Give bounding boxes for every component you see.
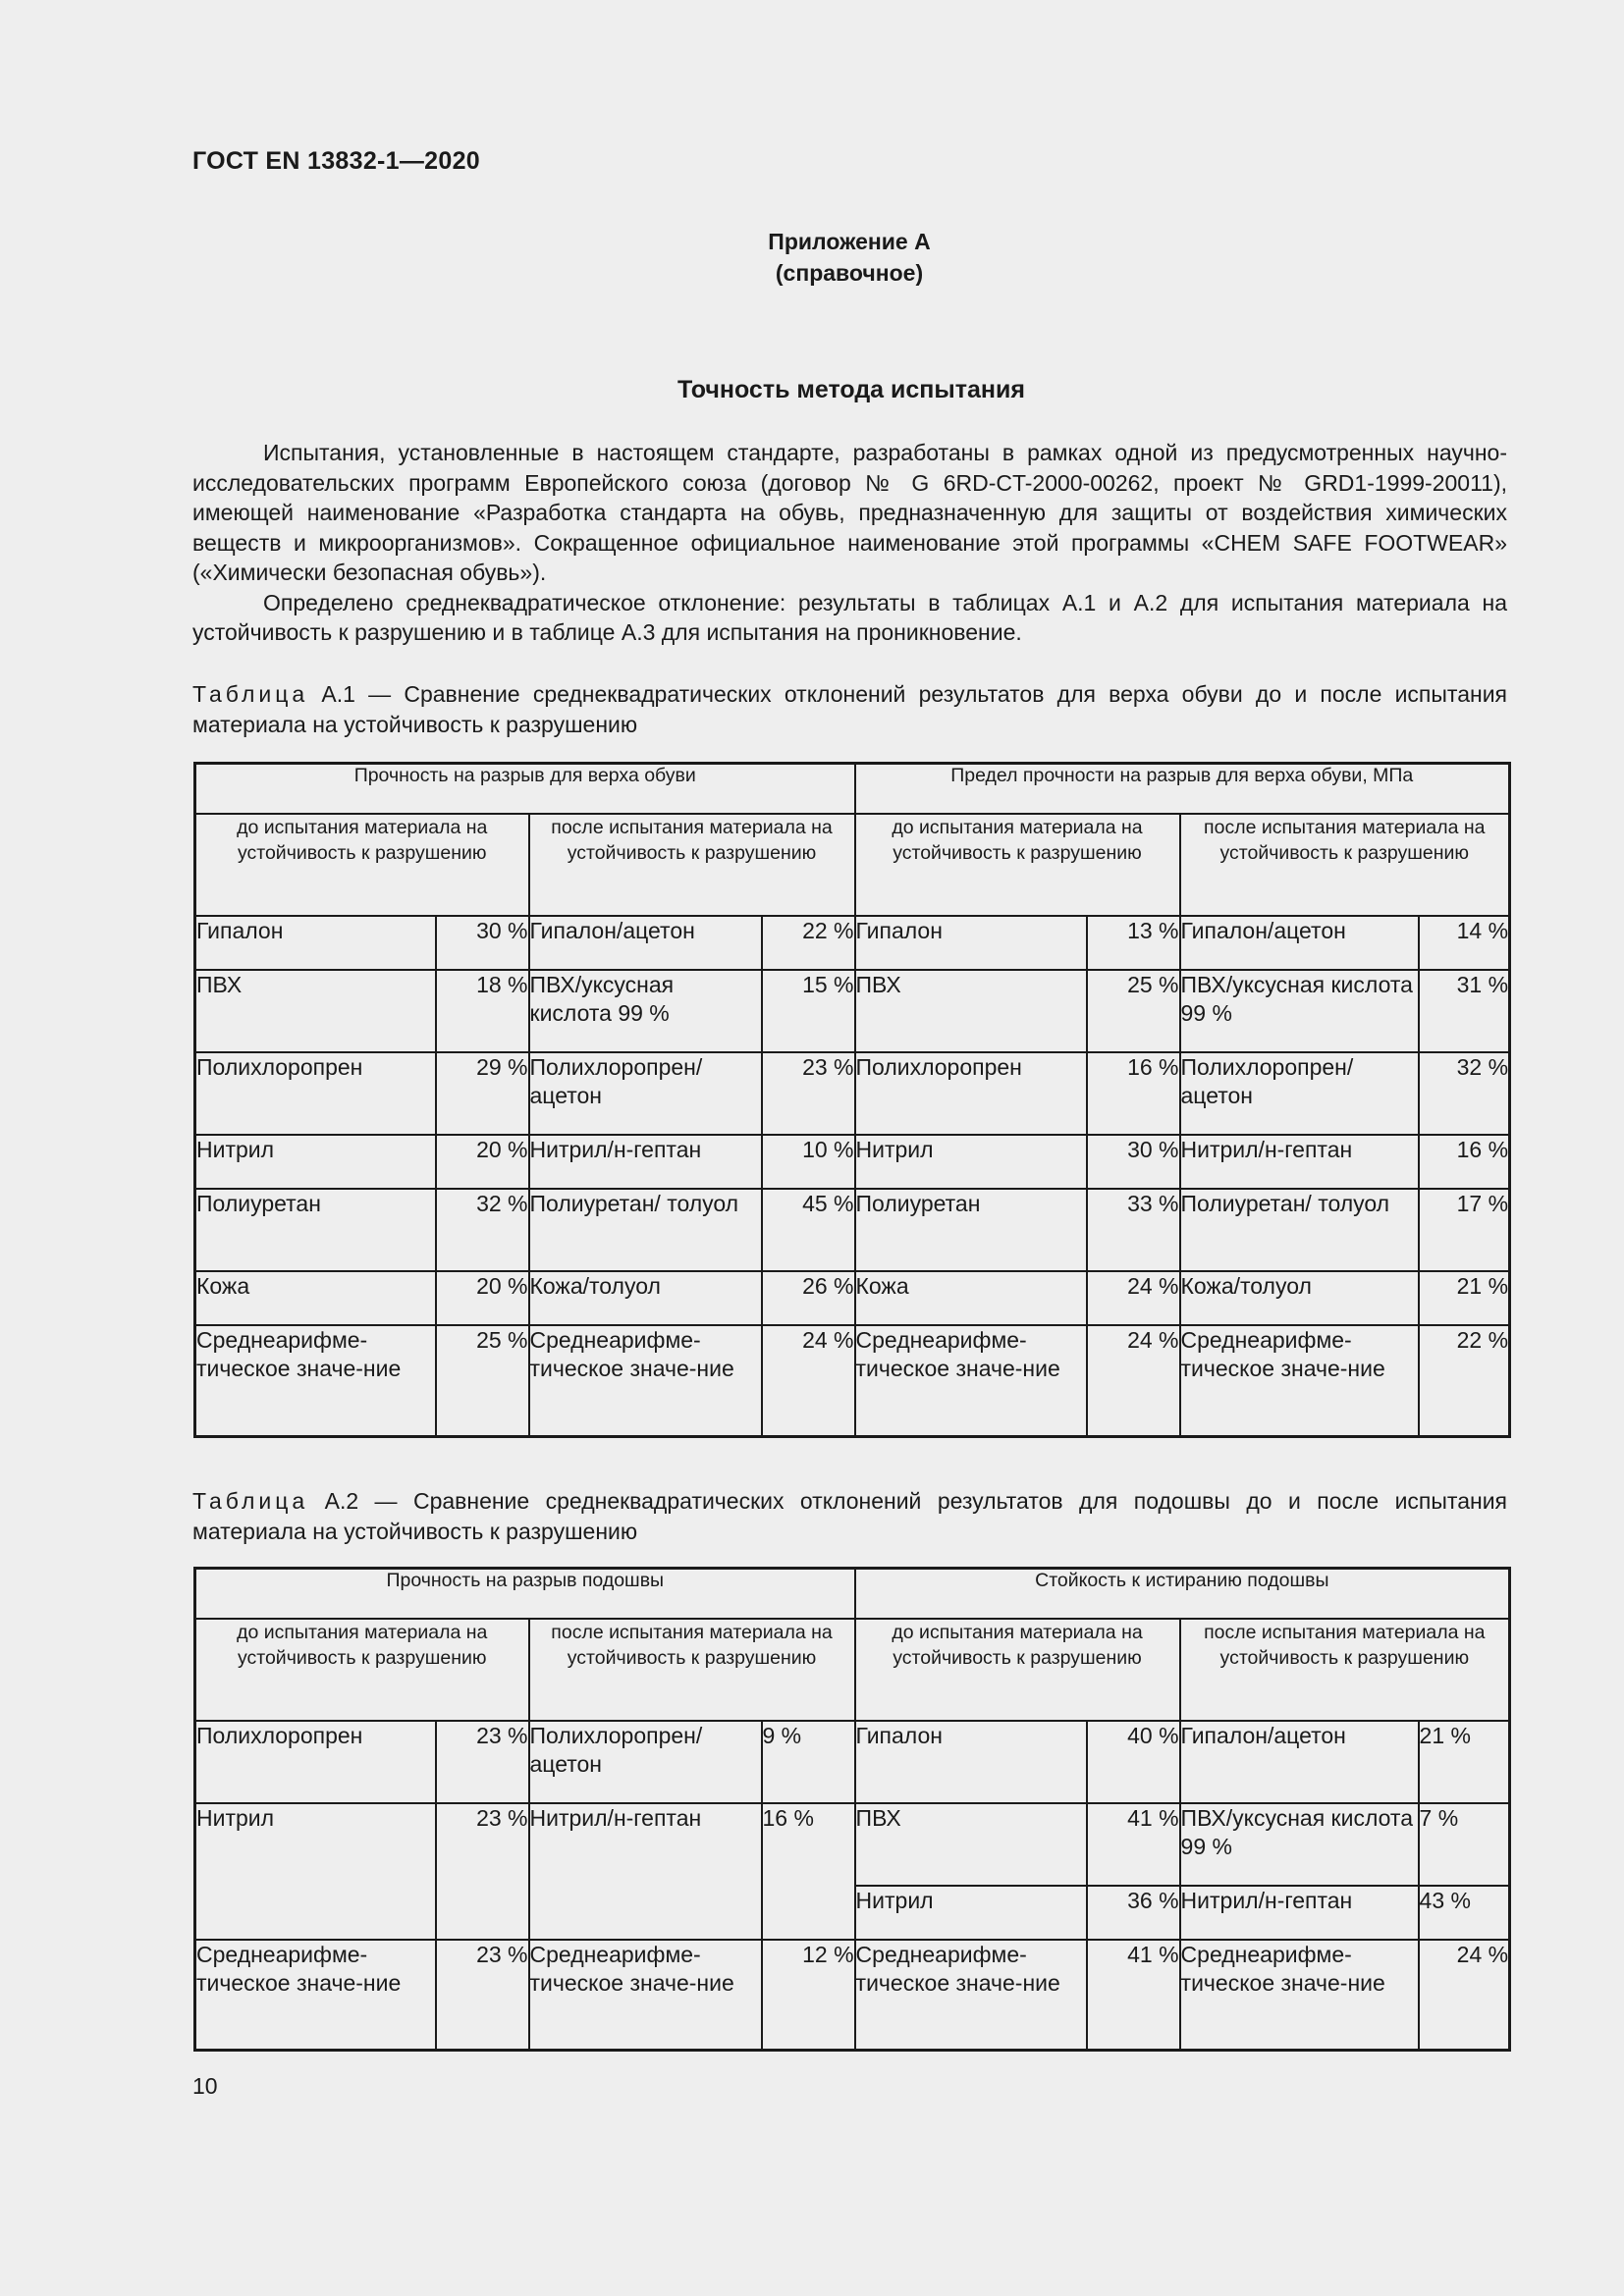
document-header: ГОСТ EN 13832-1—2020 — [192, 147, 480, 175]
material-cell: Кожа — [195, 1271, 436, 1325]
material-cell: Гипалон/ацетон — [1180, 1721, 1419, 1803]
material-cell: Среднеарифме-тическое значе-ние — [1180, 1940, 1419, 2050]
material-cell: Среднеарифме-тическое значе-ние — [529, 1325, 762, 1436]
material-cell: ПВХ — [195, 970, 436, 1052]
section-title: Точность метода испытания — [677, 376, 1025, 403]
material-cell: Среднеарифме-тическое значе-ние — [855, 1940, 1087, 2050]
value-cell: 18 % — [436, 970, 529, 1052]
appendix-title: Приложение А — [768, 229, 931, 254]
material-cell: Кожа/толуол — [529, 1271, 762, 1325]
table2-caption-label: Таблица — [192, 1488, 309, 1514]
material-cell: Полихлоропрен/ ацетон — [529, 1052, 762, 1135]
material-cell: Гипалон — [195, 916, 436, 970]
material-cell: Полихлоропрен — [855, 1052, 1087, 1135]
material-cell: Гипалон — [855, 916, 1087, 970]
table-row — [195, 970, 1510, 1052]
table-group-header: Прочность на разрыв для верха обуви — [195, 764, 855, 815]
table-row — [195, 1803, 1510, 1886]
value-cell: 31 % — [1419, 970, 1510, 1052]
table1-caption-label: Таблица — [192, 681, 309, 707]
table-row — [195, 1271, 1510, 1325]
material-cell: Полиуретан/ толуол — [529, 1189, 762, 1271]
value-cell: 29 % — [436, 1052, 529, 1135]
material-cell: Среднеарифме-тическое значе-ние — [529, 1940, 762, 2050]
table-sub-header: после испытания материала на устойчивость к разрушению — [1180, 1619, 1510, 1721]
value-cell: 32 % — [1419, 1052, 1510, 1135]
material-cell: Нитрил/н-гептан — [529, 1803, 762, 1940]
material-cell: Полиуретан — [195, 1189, 436, 1271]
table-sub-header-row — [195, 814, 1510, 916]
value-cell: 22 % — [762, 916, 855, 970]
material-cell: Нитрил — [855, 1886, 1087, 1940]
table-row — [195, 1721, 1510, 1803]
table-row — [195, 1135, 1510, 1189]
table-sub-header-row — [195, 1619, 1510, 1721]
material-cell: Гипалон/ацетон — [529, 916, 762, 970]
value-cell: 23 % — [762, 1052, 855, 1135]
appendix-subtitle: (справочное) — [775, 260, 924, 286]
material-cell: ПВХ/уксусная кислота 99 % — [529, 970, 762, 1052]
value-cell: 43 % — [1419, 1886, 1510, 1940]
table-row — [195, 1940, 1510, 2050]
material-cell: Нитрил — [855, 1135, 1087, 1189]
value-cell: 41 % — [1087, 1803, 1180, 1886]
material-cell: Кожа — [855, 1271, 1087, 1325]
page-number: 10 — [192, 2073, 218, 2099]
table-row — [195, 1189, 1510, 1271]
material-cell: Гипалон/ацетон — [1180, 916, 1419, 970]
material-cell: Нитрил/н-гептан — [1180, 1886, 1419, 1940]
value-cell: 20 % — [436, 1271, 529, 1325]
material-cell: Среднеарифме-тическое значе-ние — [195, 1325, 436, 1436]
value-cell: 45 % — [762, 1189, 855, 1271]
material-cell: Полихлоропрен/ ацетон — [529, 1721, 762, 1803]
material-cell: Нитрил — [195, 1135, 436, 1189]
material-cell: Полиуретан — [855, 1189, 1087, 1271]
value-cell: 12 % — [762, 1940, 855, 2050]
value-cell: 21 % — [1419, 1721, 1510, 1803]
table-row — [195, 916, 1510, 970]
material-cell: Полихлоропрен — [195, 1721, 436, 1803]
value-cell: 23 % — [436, 1803, 529, 1940]
material-cell: Нитрил/н-гептан — [529, 1135, 762, 1189]
material-cell: Гипалон — [855, 1721, 1087, 1803]
table-group-header-row — [195, 764, 1510, 815]
value-cell: 16 % — [1087, 1052, 1180, 1135]
material-cell: ПВХ/уксусная кислота 99 % — [1180, 1803, 1419, 1886]
appendix-heading — [0, 226, 1624, 289]
value-cell: 13 % — [1087, 916, 1180, 970]
value-cell: 10 % — [762, 1135, 855, 1189]
material-cell: ПВХ — [855, 970, 1087, 1052]
value-cell: 24 % — [1087, 1271, 1180, 1325]
value-cell: 24 % — [1419, 1940, 1510, 2050]
table-sub-header: после испытания материала на устойчивость к разрушению — [1180, 814, 1510, 916]
table2-caption-text: А.2 — Сравнение среднеквадратических отклонений результатов для подошвы до и после испытания материала на устойчивость к разрушению — [192, 1488, 1507, 1544]
value-cell: 9 % — [762, 1721, 855, 1803]
value-cell: 17 % — [1419, 1189, 1510, 1271]
body-text — [192, 438, 1507, 648]
value-cell: 21 % — [1419, 1271, 1510, 1325]
table1-caption-text: А.1 — Сравнение среднеквадратических отклонений результатов для верха обуви до и после испытания материала на устойчивость к разрушению — [192, 681, 1507, 737]
table-row — [195, 1052, 1510, 1135]
value-cell: 14 % — [1419, 916, 1510, 970]
value-cell: 25 % — [1087, 970, 1180, 1052]
value-cell: 15 % — [762, 970, 855, 1052]
table-sub-header: до испытания материала на устойчивость к разрушению — [195, 1619, 529, 1721]
material-cell: Нитрил — [195, 1803, 436, 1940]
value-cell: 41 % — [1087, 1940, 1180, 2050]
value-cell: 36 % — [1087, 1886, 1180, 1940]
table2-caption — [192, 1486, 1507, 1546]
table-a1 — [193, 762, 1511, 1438]
table-group-header: Предел прочности на разрыв для верха обуви, МПа — [855, 764, 1510, 815]
value-cell: 32 % — [436, 1189, 529, 1271]
material-cell: ПВХ/уксусная кислота 99 % — [1180, 970, 1419, 1052]
table-sub-header: после испытания материала на устойчивость к разрушению — [529, 1619, 855, 1721]
value-cell: 40 % — [1087, 1721, 1180, 1803]
value-cell: 25 % — [436, 1325, 529, 1436]
value-cell: 23 % — [436, 1940, 529, 2050]
value-cell: 7 % — [1419, 1803, 1510, 1886]
material-cell: Среднеарифме-тическое значе-ние — [195, 1940, 436, 2050]
table1-caption — [192, 679, 1507, 739]
material-cell: Полихлоропрен — [195, 1052, 436, 1135]
value-cell: 23 % — [436, 1721, 529, 1803]
material-cell: Кожа/толуол — [1180, 1271, 1419, 1325]
value-cell: 22 % — [1419, 1325, 1510, 1436]
material-cell: ПВХ — [855, 1803, 1087, 1886]
value-cell: 24 % — [1087, 1325, 1180, 1436]
material-cell: Среднеарифме-тическое значе-ние — [1180, 1325, 1419, 1436]
paragraph: Испытания, установленные в настоящем стандарте, разработаны в рамках одной из предусмотренных научно-исследовательских программ Европейского союза (договор № G 6RD-CT-2000-00262, проект № GRD1-1999-20011), имеющей наименование «Разработка стандарта на обувь, предназначенную для защиты от воздействия химических веществ и микроорганизмов». Сокращенное официальное наименование этой программы «CHEM SAFE FOOTWEAR» («Химически безопасная обувь»). — [192, 440, 1507, 585]
value-cell: 26 % — [762, 1271, 855, 1325]
value-cell: 16 % — [762, 1803, 855, 1940]
table-sub-header: до испытания материала на устойчивость к разрушению — [855, 1619, 1180, 1721]
table-sub-header: до испытания материала на устойчивость к разрушению — [855, 814, 1180, 916]
value-cell: 24 % — [762, 1325, 855, 1436]
table-group-header-row — [195, 1569, 1510, 1620]
table-row — [195, 1325, 1510, 1436]
value-cell: 30 % — [436, 916, 529, 970]
table-group-header: Стойкость к истиранию подошвы — [855, 1569, 1510, 1620]
value-cell: 20 % — [436, 1135, 529, 1189]
material-cell: Среднеарифме-тическое значе-ние — [855, 1325, 1087, 1436]
material-cell: Полихлоропрен/ ацетон — [1180, 1052, 1419, 1135]
material-cell: Полиуретан/ толуол — [1180, 1189, 1419, 1271]
table-a2 — [193, 1567, 1511, 2052]
table-group-header: Прочность на разрыв подошвы — [195, 1569, 855, 1620]
table-sub-header: до испытания материала на устойчивость к разрушению — [195, 814, 529, 916]
value-cell: 33 % — [1087, 1189, 1180, 1271]
value-cell: 16 % — [1419, 1135, 1510, 1189]
paragraph: Определено среднеквадратическое отклонение: результаты в таблицах А.1 и А.2 для испытания материала на устойчивость к разрушению и в таблице А.3 для испытания на проникновение. — [192, 589, 1507, 645]
table-sub-header: после испытания материала на устойчивость к разрушению — [529, 814, 855, 916]
material-cell: Нитрил/н-гептан — [1180, 1135, 1419, 1189]
value-cell: 30 % — [1087, 1135, 1180, 1189]
